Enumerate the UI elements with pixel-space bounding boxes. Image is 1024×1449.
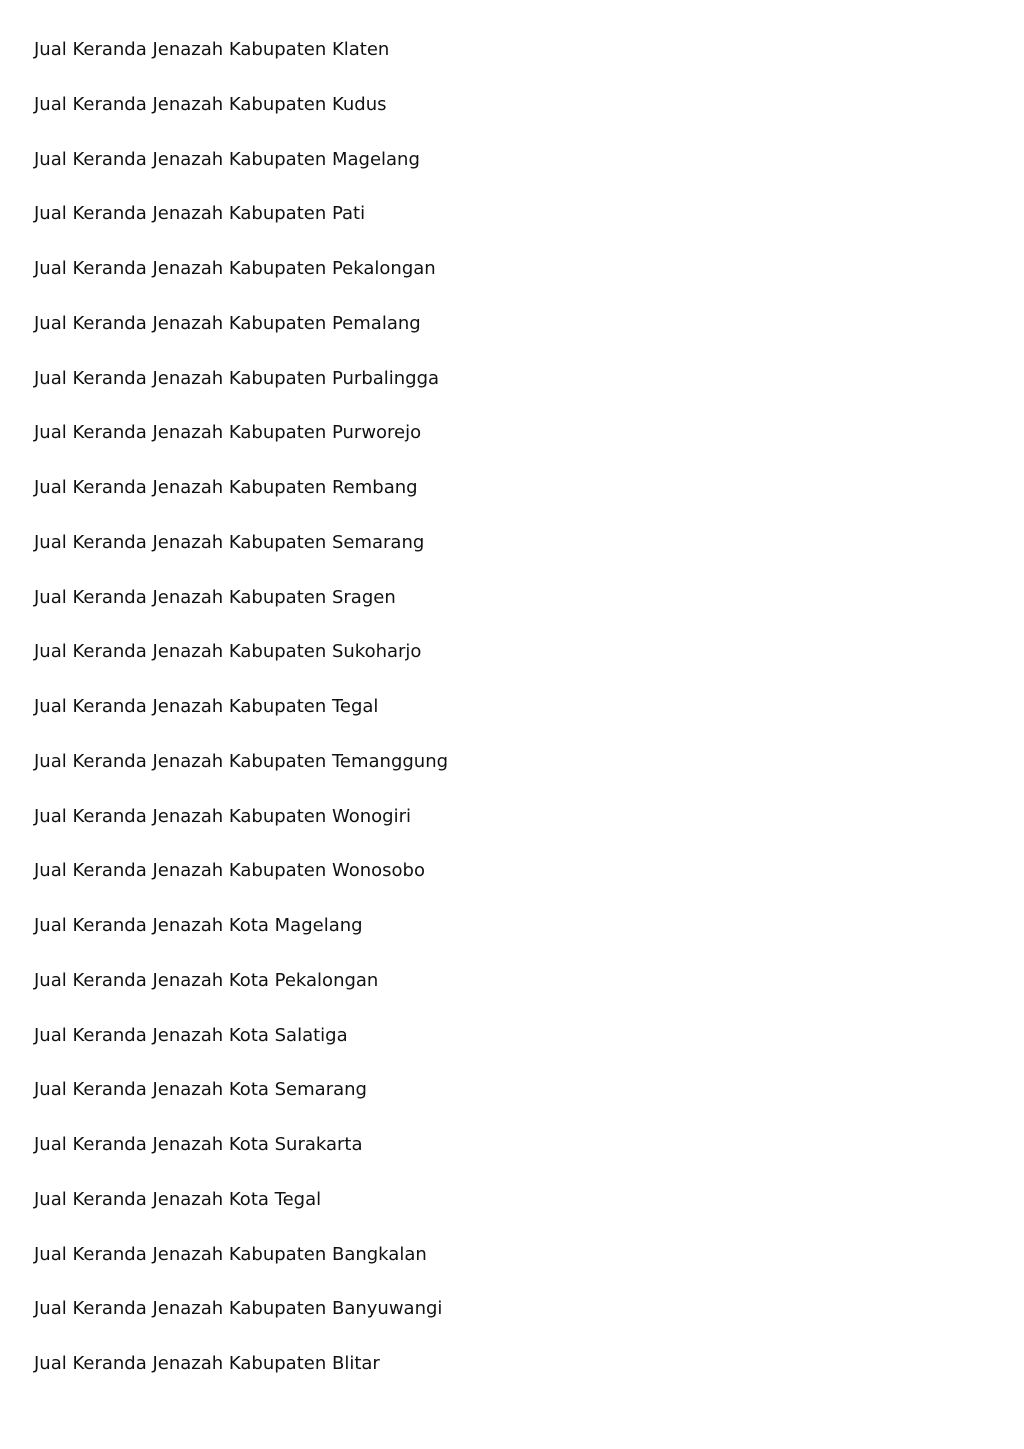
list-item: Jual Keranda Jenazah Kabupaten Wonosobo [34, 860, 425, 882]
list-item: Jual Keranda Jenazah Kabupaten Pekalongan [34, 258, 436, 279]
list-item: Jual Keranda Jenazah Kota Surakarta [34, 1134, 363, 1155]
list-item: Jual Keranda Jenazah Kota Tegal [34, 1188, 322, 1210]
list-item: Jual Keranda Jenazah Kota Magelang [34, 915, 363, 936]
list-item: Jual Keranda Jenazah Kota Semarang [34, 1079, 367, 1101]
list-item: Jual Keranda Jenazah Kabupaten Klaten [34, 39, 390, 60]
list-item: Jual Keranda Jenazah Kabupaten Wonogiri [34, 805, 411, 827]
list-item: Jual Keranda Jenazah Kabupaten Sragen [34, 586, 396, 608]
list-item: Jual Keranda Jenazah Kabupaten Purbalingga [34, 367, 440, 389]
list-item: Jual Keranda Jenazah Kota Salatiga [34, 1024, 348, 1046]
list-item: Jual Keranda Jenazah Kabupaten Sukoharjo [34, 641, 422, 663]
list-item: Jual Keranda Jenazah Kabupaten Banyuwangi [34, 1298, 443, 1320]
list-item: Jual Keranda Jenazah Kabupaten Purworejo [34, 422, 422, 444]
list-item: Jual Keranda Jenazah Kabupaten Blitar [34, 1353, 380, 1374]
list-item: Jual Keranda Jenazah Kabupaten Temanggung [34, 750, 449, 772]
list-item: Jual Keranda Jenazah Kabupaten Bangkalan [34, 1243, 427, 1265]
list-item: Jual Keranda Jenazah Kabupaten Magelang [34, 148, 420, 170]
list-item: Jual Keranda Jenazah Kota Pekalongan [34, 969, 379, 991]
list-item: Jual Keranda Jenazah Kabupaten Kudus [34, 93, 387, 115]
list-item: Jual Keranda Jenazah Kabupaten Pemalang [34, 312, 421, 334]
list-item: Jual Keranda Jenazah Kabupaten Rembang [34, 477, 418, 498]
list-item: Jual Keranda Jenazah Kabupaten Tegal [34, 696, 379, 717]
list-item: Jual Keranda Jenazah Kabupaten Semarang [34, 531, 425, 553]
product-list [34, 37, 448, 1406]
list-item: Jual Keranda Jenazah Kabupaten Pati [34, 203, 366, 225]
